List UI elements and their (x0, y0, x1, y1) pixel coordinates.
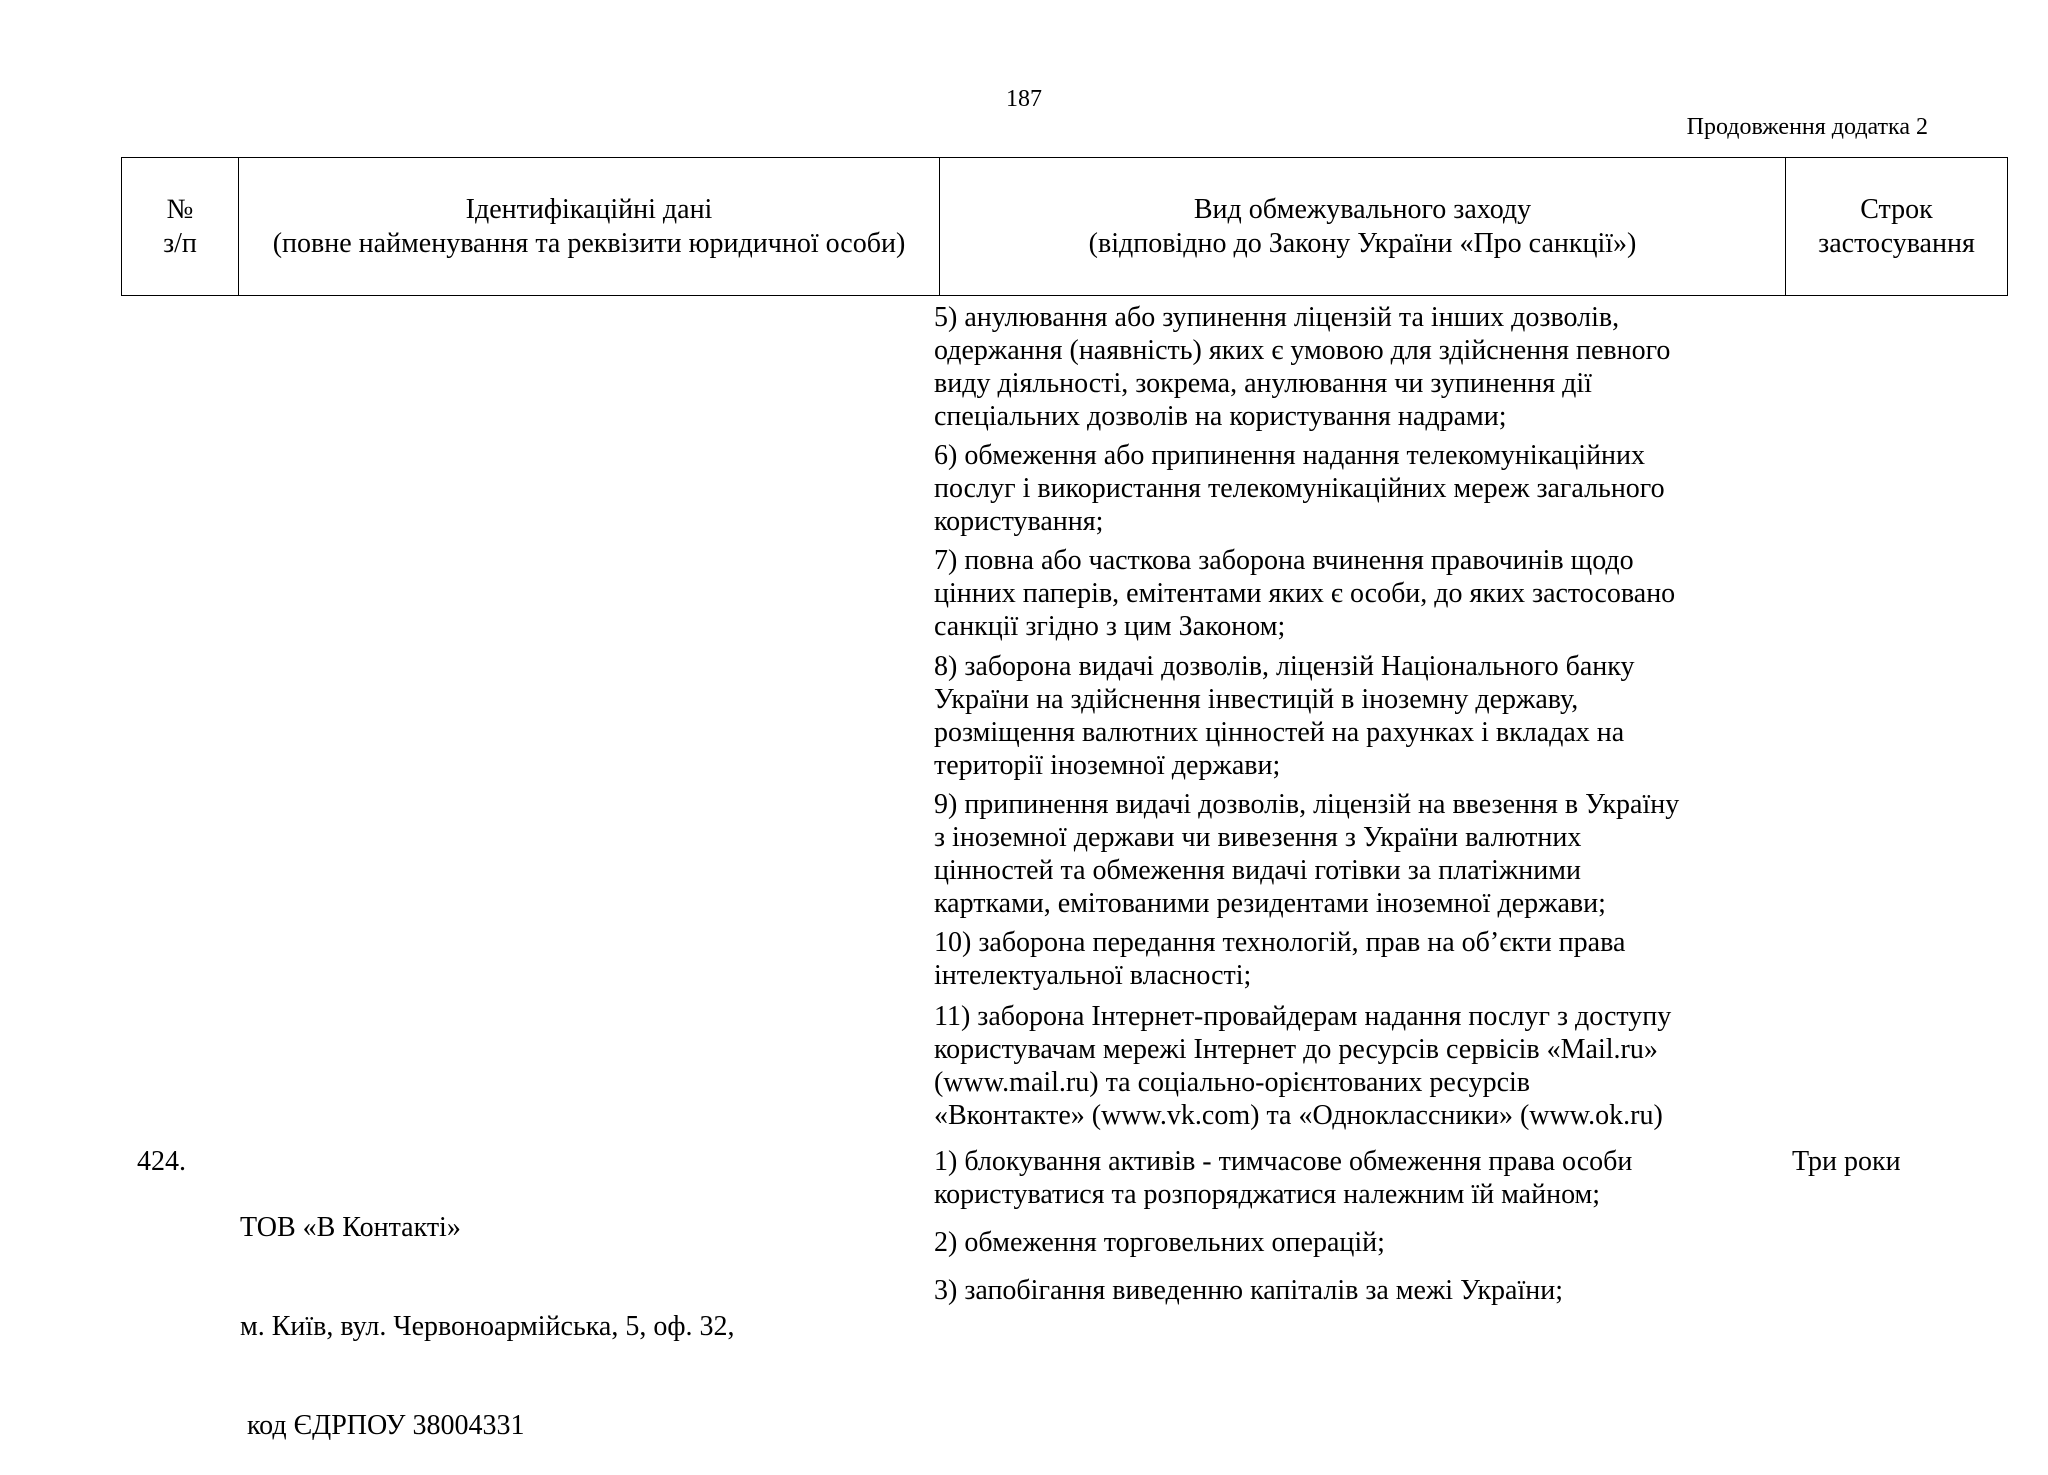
measure-item (934, 1145, 1724, 1211)
header-term (1786, 158, 2008, 296)
measure-line: 7) повна або часткова заборона вчинення правочинів щодо (934, 545, 1634, 576)
measure-line: цінних паперів, емітентами яких є особи, до яких застосовано (934, 578, 1676, 609)
measure-item (934, 1226, 1724, 1259)
measure-line: 10) заборона передання технологій, прав на об’єкти права (934, 927, 1626, 958)
measure-line: послуг і використання телекомунікаційних мереж загального (934, 473, 1665, 504)
header-identification-title: Ідентифікаційні дані (465, 193, 713, 225)
measure-line: користувачам мережі Інтернет до ресурсів сервісів «Mail.ru» (934, 1034, 1658, 1065)
header-identification (239, 158, 940, 296)
measure-item (934, 926, 1724, 992)
header-measure-title: Вид обмежувального заходу (1193, 193, 1532, 225)
page-number: 187 (1006, 86, 1042, 112)
table-header (121, 157, 2008, 296)
entity-name: ТОВ «В Контакті» (240, 1212, 461, 1243)
sanction-term: Три роки (1792, 1146, 1901, 1177)
measure-line: 3) запобігання виведенню капіталів за межі України; (934, 1275, 1564, 1306)
measure-line: 9) припинення видачі дозволів, ліцензій на ввезення в Україну (934, 789, 1680, 820)
measure-line: користуватися та розпоряджатися належним їй майном; (934, 1179, 1601, 1210)
header-measure (940, 158, 1786, 296)
header-measure-subtitle: (відповідно до Закону України «Про санкції») (1088, 227, 1637, 259)
entity-identification (240, 1145, 734, 1475)
header-number-symbol: № (166, 193, 194, 225)
measure-line: території іноземної держави; (934, 750, 1281, 781)
measure-line: 2) обмеження торговельних операцій; (934, 1227, 1385, 1258)
measure-line: 1) блокування активів - тимчасове обмеження права особи (934, 1146, 1633, 1177)
measure-line: спеціальних дозволів на користування надрами; (934, 401, 1507, 432)
measure-item (934, 439, 1724, 538)
measure-line: інтелектуальної власності; (934, 960, 1252, 991)
measure-line: розміщення валютних цінностей на рахунках і вкладах на (934, 717, 1625, 748)
header-term-title: Строк (1860, 193, 1933, 225)
measure-line: виду діяльності, зокрема, анулювання чи зупинення дії (934, 368, 1592, 399)
measure-line: цінностей та обмеження видачі готівки за платіжними (934, 855, 1581, 886)
measure-line: 11) заборона Інтернет-провайдерам надання послуг з доступу (934, 1001, 1672, 1032)
continuation-label: Продовження додатка 2 (1686, 114, 1928, 140)
measure-item (934, 1274, 1724, 1307)
measure-line: санкції згідно з цим Законом; (934, 611, 1286, 642)
measure-line: 8) заборона видачі дозволів, ліцензій Національного банку (934, 651, 1635, 682)
measure-item (934, 650, 1724, 782)
measure-item (934, 544, 1724, 643)
measure-line: користування; (934, 506, 1104, 537)
entity-code: код ЄДРПОУ 38004331 (240, 1410, 525, 1441)
header-term-subtitle: застосування (1818, 227, 1975, 259)
measure-line: 5) анулювання або зупинення ліцензій та інших дозволів, (934, 302, 1620, 333)
measure-line: (www.mail.ru) та соціально-орієнтованих ресурсів (934, 1067, 1531, 1098)
header-number (122, 158, 239, 296)
measure-item (934, 788, 1724, 920)
measure-line: з іноземної держави чи вивезення з України валютних (934, 822, 1582, 853)
measure-item (934, 1000, 1724, 1132)
measure-line: України на здійснення інвестицій в іноземну державу, (934, 684, 1579, 715)
measure-line: «Вконтакте» (www.vk.com) та «Одноклассники» (www.ok.ru) (934, 1100, 1663, 1131)
measure-line: картками, емітованими резидентами іноземної держави; (934, 888, 1606, 919)
header-number-abbr: з/п (163, 227, 197, 259)
entity-address: м. Київ, вул. Червоноармійська, 5, оф. 32, (240, 1311, 735, 1342)
measure-line: одержання (наявність) яких є умовою для здійснення певного (934, 335, 1671, 366)
measure-item (934, 301, 1724, 433)
measure-line: 6) обмеження або припинення надання телекомунікаційних (934, 440, 1646, 471)
header-identification-subtitle: (повне найменування та реквізити юридичної особи) (272, 227, 906, 259)
row-number: 424. (137, 1146, 186, 1177)
